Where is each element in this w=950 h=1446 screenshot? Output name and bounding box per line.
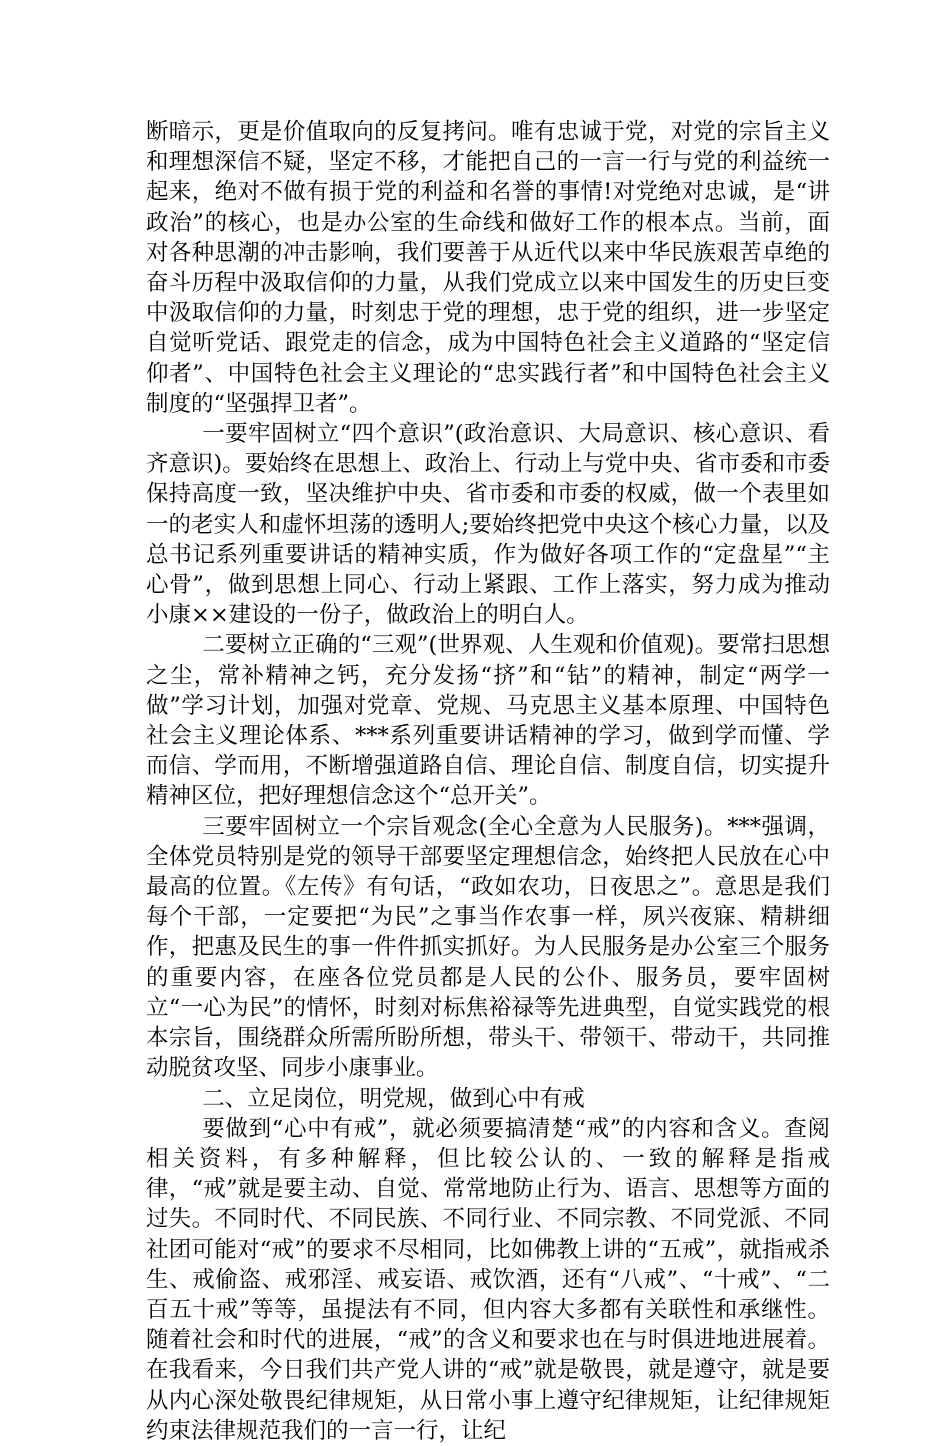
paragraph-5: 要做到“心中有戒”，就必须要搞清楚“戒”的内容和含义。查阅相关资料，有多种解释，但比较公认的、一致的解释是指戒律，“戒”就是要主动、自觉、常常地防止行为、语言、思想等方面的过失。不同时代、不同民族、不同行业、不同宗教、不同党派、不同社团可能对“戒”的要求不尽相同，比如佛教上讲的“五戒”，就指戒杀生、戒偷盗、戒邪淫、戒妄语、戒饮酒，还有“八戒”、“十戒”、“二百五十戒”等等，虽提法有不同，但内容大多都有关联性和承继性。随着社会和时代的进展，“戒”的含义和要求也在与时俱进地进展着。在我看来，今日我们共产党人讲的“戒”就是敬畏，就是遵守，就是要从内心深处敬畏纪律规矩，从日常小事上遵守纪律规矩，让纪律规矩约束法律规范我们的一言一行，让纪 (146, 1115, 830, 1444)
paragraph-2: 一要牢固树立“四个意识”(政治意识、大局意识、核心意识、看齐意识)。要始终在思想上、政治上、行动上与党中央、省市委和市委保持高度一致，坚决维护中央、省市委和市委的权威，做一个表里如一的老实人和虚怀坦荡的透明人;要始终把党中央这个核心力量，以及总书记系列重要讲话的精神实质，作为做好各项工作的“定盘星”“主心骨”，做到思想上同心、行动上紧跟、工作上落实，努力成为推动小康××建设的一份子，做政治上的明白人。 (146, 421, 830, 629)
paragraph-4: 三要牢固树立一个宗旨观念(全心全意为人民服务)。***强调，全体党员特别是党的领导干部要坚定理想信念，始终把人民放在心中最高的位置。《左传》有句话，“政如农功，日夜思之”。意思是我们每个干部，一定要把“为民”之事当作农事一样，夙兴夜寐、精耕细作，把惠及民生的事一件件抓实抓好。为人民服务是办公室三个服务的重要内容，在座各位党员都是人民的公仆、服务员，要牢固树立“一心为民”的情怀，时刻对标焦裕禄等先进典型，自觉实践党的根本宗旨，围绕群众所需所盼所想，带头干、带领干、带动干，共同推动脱贫攻坚、同步小康事业。 (146, 813, 830, 1082)
paragraph-1: 断暗示，更是价值取向的反复拷问。唯有忠诚于党，对党的宗旨主义和理想深信不疑，坚定不移，才能把自己的一言一行与党的利益统一起来，绝对不做有损于党的利益和名誉的事情!对党绝对忠诚，是“讲政治”的核心，也是办公室的生命线和做好工作的根本点。当前，面对各种思潮的冲击影响，我们要善于从近代以来中华民族艰苦卓绝的奋斗历程中汲取信仰的力量，从我们党成立以来中国发生的历史巨变中汲取信仰的力量，时刻忠于党的理想，忠于党的组织，进一步坚定自觉听党话、跟党走的信念，成为中国特色社会主义道路的“坚定信仰者”、中国特色社会主义理论的“忠实践行者”和中国特色社会主义制度的“坚强捍卫者”。 (146, 119, 830, 417)
section-heading: 二、立足岗位，明党规，做到心中有戒 (202, 1085, 585, 1112)
document-body (146, 117, 830, 1446)
paragraph-3: 二要树立正确的“三观”(世界观、人生观和价值观)。要常扫思想之尘，常补精神之钙，充分发扬“挤”和“钻”的精神，制定“两学一做”学习计划，加强对党章、党规、马克思主义基本原理、中国特色社会主义理论体系、***系列重要讲话精神的学习，做到学而懂、学而信、学而用，不断增强道路自信、理论自信、制度自信，切实提升精神区位，把好理想信念这个“总开关”。 (146, 632, 830, 810)
